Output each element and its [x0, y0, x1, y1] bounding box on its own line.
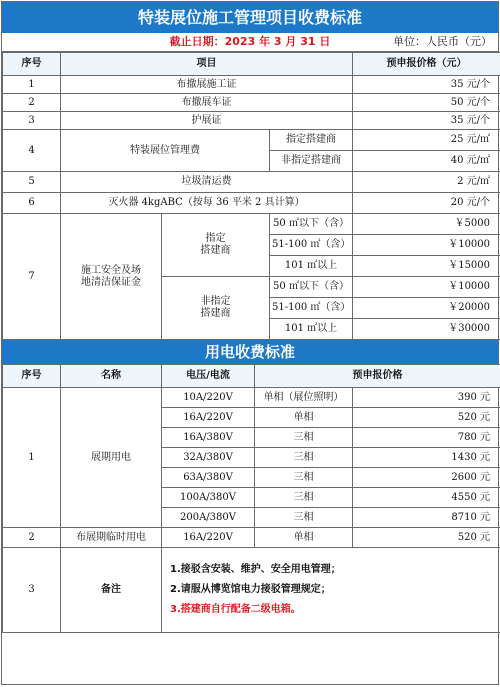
- row-price: 780 元: [353, 428, 500, 448]
- table-row: [3, 94, 500, 112]
- col-header-name: 名称: [61, 365, 162, 388]
- row-item: 垃圾清运费: [61, 172, 353, 193]
- row-size: 51-100 ㎡（含）: [270, 298, 353, 319]
- row-group: 指定 搭建商: [162, 214, 270, 277]
- row-subitem: 非指定搭建商: [270, 151, 353, 172]
- table-row: [3, 214, 500, 235]
- row-voltage: 16A/220V: [162, 528, 255, 548]
- row-phase: 三相: [255, 448, 353, 468]
- row-voltage: 200A/380V: [162, 508, 255, 528]
- row-price: ￥10000: [353, 277, 500, 298]
- row-price: 40 元/㎡: [353, 151, 500, 172]
- table-row: [3, 172, 500, 193]
- row-no: 5: [3, 172, 61, 193]
- row-item: 布撤展施工证: [61, 76, 353, 94]
- table-row: [3, 193, 500, 214]
- col-header-price: 预申报价格（元）: [353, 53, 500, 76]
- table-row: [3, 528, 500, 548]
- row-price: 2 元/㎡: [353, 172, 500, 193]
- row-phase: 三相: [255, 488, 353, 508]
- row-price: 50 元/个: [353, 94, 500, 112]
- note-line-highlight: 3.搭建商自行配备二级电箱。: [170, 600, 492, 620]
- table-row: [3, 548, 500, 633]
- row-no: 2: [3, 528, 61, 548]
- row-item: 布撤展车证: [61, 94, 353, 112]
- row-no: 7: [3, 214, 61, 340]
- table-header-row: [3, 365, 500, 388]
- col-header-voltage: 电压/电流: [162, 365, 255, 388]
- table-row: [3, 112, 500, 130]
- row-no: 1: [3, 388, 61, 528]
- row-subitem: 指定搭建商: [270, 130, 353, 151]
- construction-fees-title: 特装展位施工管理项目收费标准: [2, 2, 498, 33]
- row-price: 20 元/个: [353, 193, 500, 214]
- electricity-fees-title: 用电收费标准: [2, 340, 498, 364]
- row-item: 护展证: [61, 112, 353, 130]
- row-price: 520 元: [353, 528, 500, 548]
- row-no: 6: [3, 193, 61, 214]
- row-name: 展期用电: [61, 388, 162, 528]
- row-phase: 三相: [255, 468, 353, 488]
- row-price: ￥5000: [353, 214, 500, 235]
- row-size: 50 ㎡以下（含）: [270, 277, 353, 298]
- electricity-fees-table: [2, 364, 500, 633]
- deadline-text: 截止日期：2023 年 3 月 31 日: [2, 33, 498, 51]
- currency-unit: 单位：人民币（元）: [393, 33, 492, 51]
- row-price: 2600 元: [353, 468, 500, 488]
- row-phase: 单相: [255, 408, 353, 428]
- row-price: 25 元/㎡: [353, 130, 500, 151]
- row-price: 390 元: [353, 388, 500, 408]
- note-line: 1.接驳含安装、维护、安全用电管理；: [170, 560, 492, 580]
- table-row: [3, 76, 500, 94]
- row-voltage: 100A/380V: [162, 488, 255, 508]
- row-no: 1: [3, 76, 61, 94]
- row-price: ￥20000: [353, 298, 500, 319]
- row-voltage: 63A/380V: [162, 468, 255, 488]
- row-price: 4550 元: [353, 488, 500, 508]
- row-price: 520 元: [353, 408, 500, 428]
- row-group: 非指定 搭建商: [162, 277, 270, 340]
- row-size: 101 ㎡以上: [270, 319, 353, 340]
- row-price: 35 元/个: [353, 112, 500, 130]
- note-line: 2.请服从博览馆电力接驳管理规定；: [170, 580, 492, 600]
- fee-sheet: [1, 1, 499, 685]
- row-name: 布展期临时用电: [61, 528, 162, 548]
- row-size: 50 ㎡以下（含）: [270, 214, 353, 235]
- col-header-no: 序号: [3, 53, 61, 76]
- row-no: 3: [3, 548, 61, 633]
- col-header-no: 序号: [3, 365, 61, 388]
- row-price: ￥30000: [353, 319, 500, 340]
- table-row: [3, 130, 500, 151]
- construction-fees-table: [2, 52, 500, 340]
- col-header-item: 项目: [61, 53, 353, 76]
- row-name: 备注: [61, 548, 162, 633]
- row-size: 101 ㎡以上: [270, 256, 353, 277]
- row-no: 3: [3, 112, 61, 130]
- row-phase: 三相: [255, 428, 353, 448]
- row-voltage: 16A/220V: [162, 408, 255, 428]
- row-price: 1430 元: [353, 448, 500, 468]
- row-no: 2: [3, 94, 61, 112]
- row-price: 35 元/个: [353, 76, 500, 94]
- row-phase: 三相: [255, 508, 353, 528]
- row-voltage: 32A/380V: [162, 448, 255, 468]
- row-item: 特装展位管理费: [61, 130, 270, 172]
- col-header-price: 预申报价格: [255, 365, 500, 388]
- row-price: ￥10000: [353, 235, 500, 256]
- row-phase: 单相（展位照明）: [255, 388, 353, 408]
- row-voltage: 10A/220V: [162, 388, 255, 408]
- table-header-row: [3, 53, 500, 76]
- row-size: 51-100 ㎡（含）: [270, 235, 353, 256]
- row-price: ￥15000: [353, 256, 500, 277]
- row-item: 灭火器 4kgABC（按每 36 平米 2 具计算）: [61, 193, 353, 214]
- row-no: 4: [3, 130, 61, 172]
- deadline-row: [2, 33, 498, 52]
- row-item: 施工安全及场 地清洁保证金: [61, 214, 162, 340]
- row-voltage: 16A/380V: [162, 428, 255, 448]
- table-row: [3, 388, 500, 408]
- row-price: 8710 元: [353, 508, 500, 528]
- notes-cell: [162, 548, 500, 633]
- row-phase: 单相: [255, 528, 353, 548]
